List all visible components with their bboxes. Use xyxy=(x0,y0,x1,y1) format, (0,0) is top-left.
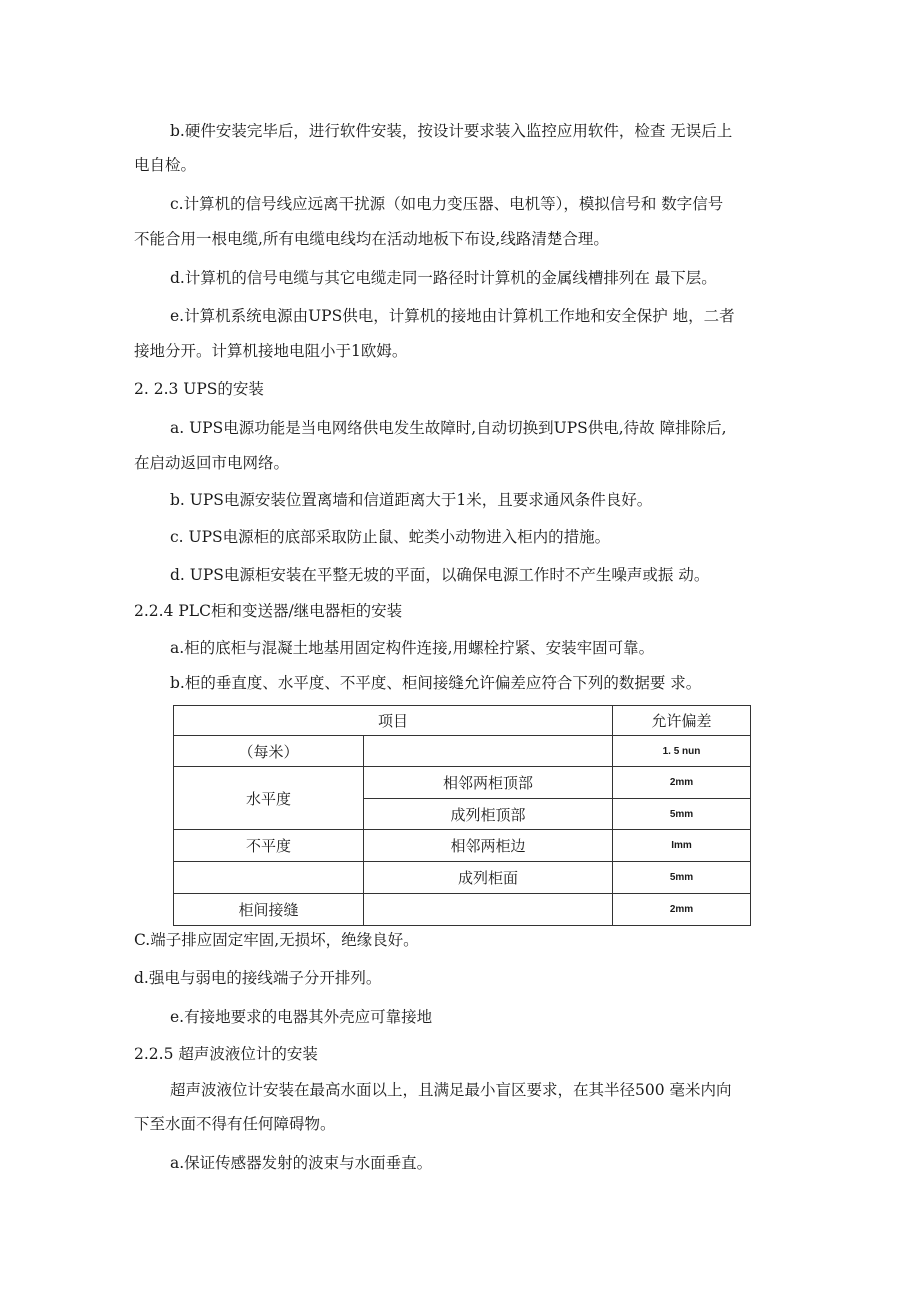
paragraph-line: 接地分开。计算机接地电阻小于1欧姆。 xyxy=(134,342,408,360)
section-heading: 2. 2.3 UPS的安装 xyxy=(134,380,264,398)
table-cell xyxy=(364,894,613,926)
table-cell: 5mm xyxy=(613,799,751,830)
tolerance-table xyxy=(173,705,751,926)
table-row xyxy=(174,767,751,799)
table-cell xyxy=(174,862,364,894)
table-header-cell: 允许偏差 xyxy=(613,706,751,736)
table-cell: 成列柜面 xyxy=(364,862,613,894)
table-cell: 柜间接缝 xyxy=(174,894,364,926)
table-row xyxy=(174,736,751,767)
table-cell: 不平度 xyxy=(174,830,364,862)
paragraph-line: b. UPS电源安装位置离墙和信道距离大于1米，且要求通风条件良好。 xyxy=(170,491,653,509)
table-cell: 相邻两柜边 xyxy=(364,830,613,862)
section-heading: 2.2.5 超声波液位计的安装 xyxy=(134,1045,318,1063)
table-cell: 相邻两柜顶部 xyxy=(364,767,613,799)
paragraph-line: 电自检。 xyxy=(134,156,197,174)
paragraph-line: b.硬件安装完毕后，进行软件安装，按设计要求装入监控应用软件，检查 无误后上 xyxy=(170,122,733,140)
paragraph-line: a.柜的底柜与混凝土地基用固定构件连接,用螺栓拧紧、安装牢固可靠。 xyxy=(170,639,655,657)
paragraph-line: d. UPS电源柜安装在平整无坡的平面，以确保电源工作时不产生噪声或振 动。 xyxy=(170,566,710,584)
table-header-row xyxy=(174,706,751,736)
section-heading: 2.2.4 PLC柜和变送器/继电器柜的安装 xyxy=(134,602,403,620)
table-cell: 1. 5 nun xyxy=(613,736,751,767)
paragraph-line: 在启动返回市电网络。 xyxy=(134,454,290,472)
table-cell: 水平度 xyxy=(174,767,364,830)
table-row xyxy=(174,830,751,862)
table-cell: （每米） xyxy=(174,736,364,767)
table-cell: Imm xyxy=(613,830,751,862)
paragraph-line: e.有接地要求的电器其外壳应可靠接地 xyxy=(170,1008,433,1026)
table-row xyxy=(174,862,751,894)
paragraph-line: C.端子排应固定牢固,无损坏，绝缘良好。 xyxy=(134,931,419,949)
paragraph-line: 超声波液位计安装在最高水面以上，且满足最小盲区要求，在其半径500 毫米内向 xyxy=(170,1081,732,1099)
paragraph-line: a. UPS电源功能是当电网络供电发生故障时,自动切换到UPS供电,待故 障排除后, xyxy=(170,419,727,437)
paragraph-line: 不能合用一根电缆,所有电缆电线均在活动地板下布设,线路清楚合理。 xyxy=(134,230,609,248)
paragraph-line: a.保证传感器发射的波束与水面垂直。 xyxy=(170,1154,433,1172)
paragraph-line: e.计算机系统电源由UPS供电，计算机的接地由计算机工作地和安全保护 地，二者 xyxy=(170,307,735,325)
paragraph-line: 下至水面不得有任何障碍物。 xyxy=(134,1115,336,1133)
paragraph-line: c.计算机的信号线应远离干扰源（如电力变压器、电机等），模拟信号和 数字信号 xyxy=(170,195,724,213)
paragraph-line: c. UPS电源柜的底部采取防止鼠、蛇类小动物进入柜内的措施。 xyxy=(170,528,611,546)
paragraph-line: d.强电与弱电的接线端子分开排列。 xyxy=(134,969,382,987)
paragraph-line: d.计算机的信号电缆与其它电缆走同一路径时计算机的金属线槽排列在 最下层。 xyxy=(170,269,717,287)
table-header-cell: 项目 xyxy=(174,706,613,736)
table-cell: 5mm xyxy=(613,862,751,894)
table-cell xyxy=(364,736,613,767)
paragraph-line: b.柜的垂直度、水平度、不平度、柜间接缝允许偏差应符合下列的数据要 求。 xyxy=(170,674,702,692)
table-cell: 2mm xyxy=(613,894,751,926)
table-row xyxy=(174,894,751,926)
table-cell: 2mm xyxy=(613,767,751,799)
table-cell: 成列柜顶部 xyxy=(364,799,613,830)
